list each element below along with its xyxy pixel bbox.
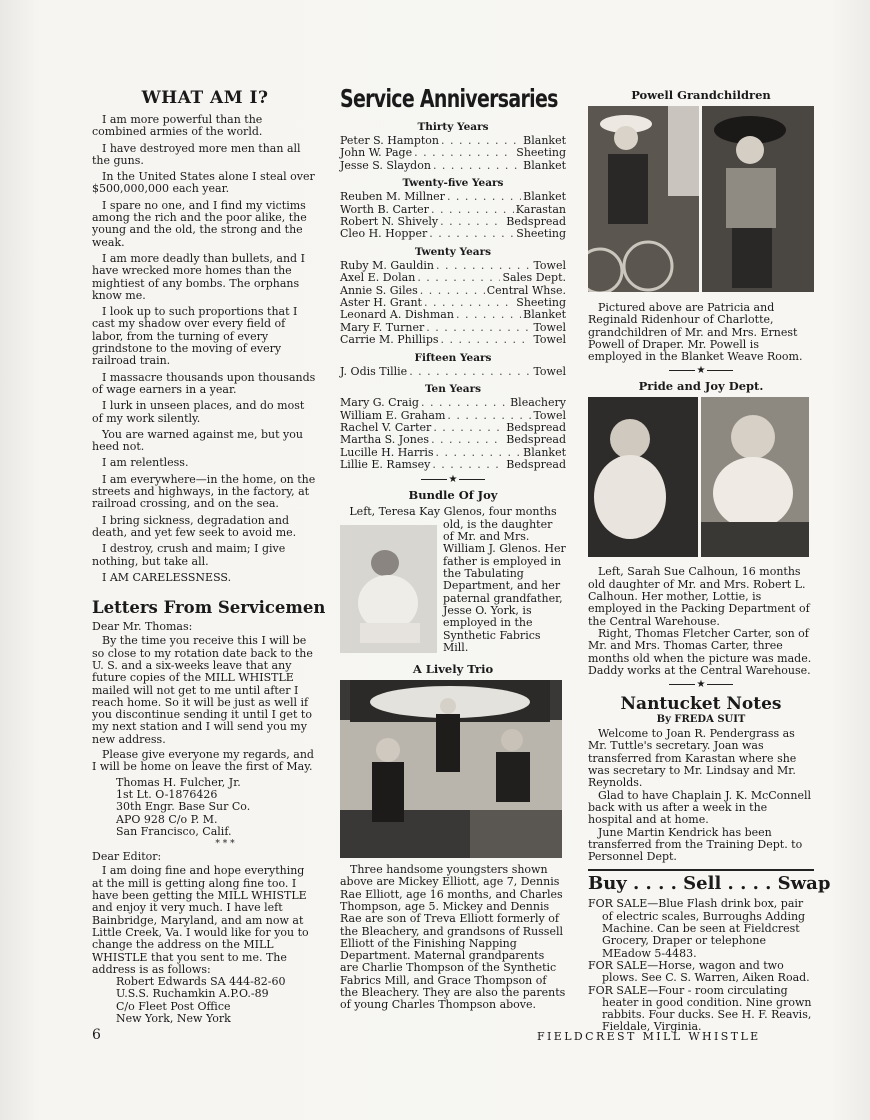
address-line: 1st Lt. O-1876426 xyxy=(116,787,218,801)
employee-department: Blanket xyxy=(523,445,566,459)
nantucket-byline: By FREDA SUIT xyxy=(656,714,746,726)
anniversary-row xyxy=(340,147,566,159)
trio-caption: Three handsome youngsters shown above are Mickey Elliott, age 7, Dennis Rae Elliott, age 16 months, and Charles Thompson, age 5. Mickey and Dennis Rae are son of Treva Elliott formerly of the Bleachery, and grandsons of Russell Elliott of the Finishing Napping Department. Maternal grandparents are Charlie Thompson of the Synthetic Fabrics Mill, and Grace Thompson of the Bleachery. They are also the parents of young Charles Thompson above. xyxy=(340,863,566,1012)
anniversary-row xyxy=(340,272,566,284)
what-am-i-paragraph: I spare no one, and I find my victims among the rich and the poor alike, the young and the old, the strong and the weak. xyxy=(92,198,307,249)
classified-ad: FOR SALE—Four - room circulating heater in good condition. Nine grown rabbits. Four ducks. See H. F. Reavis, Fieldale, Virginia. xyxy=(588,983,812,1034)
address-line: 30th Engr. Base Sur Co. xyxy=(116,800,251,814)
baby-photo-graphic xyxy=(340,525,437,653)
pride-para-1: Left, Sarah Sue Calhoun, 16 months old daughter of Mr. and Mrs. Robert L. Calhoun. Her mother, Lottie, is employed in the Packing Department of the Central Warehouse. xyxy=(588,565,810,628)
leader-dots xyxy=(441,135,521,147)
employee-name: Peter S. Hampton xyxy=(340,134,439,147)
employee-name: Reuben M. Millner xyxy=(340,190,445,204)
employee-department: Towel xyxy=(533,408,566,422)
what-am-i-paragraph: I am relentless. xyxy=(102,456,189,470)
divider-star: ★ xyxy=(340,475,566,485)
leader-dots xyxy=(420,285,485,297)
address-line: APO 928 C/o P. M. xyxy=(116,812,218,826)
employee-name: Aster H. Grant xyxy=(340,296,422,310)
employee-name: Mary G. Craig xyxy=(340,396,419,410)
letters-title: Letters From Servicemen xyxy=(92,598,326,618)
bundle-text: old, is the daughter of Mr. and Mrs. William J. Glenos. Her father is employed in the Tabulating Department, and her paternal grandfather, Jesse O. York, is employed in the Synthetic Fabrics Mill. xyxy=(443,517,566,654)
what-am-i-paragraph: You are warned against me, but you heed not. xyxy=(92,427,303,454)
powell-photo-girl xyxy=(588,106,699,292)
trio-photo-graphic xyxy=(340,680,562,858)
leader-dots xyxy=(414,147,514,159)
employee-department: Bedspread xyxy=(506,420,566,434)
leader-dots xyxy=(431,434,504,446)
what-am-i-paragraph: I am more deadly than bullets, and I have wrecked more homes than the mightiest of any bombs. The orphans know me. xyxy=(92,251,305,302)
powell-photos xyxy=(588,106,814,292)
column-right xyxy=(588,86,831,1034)
classified-ad: FOR SALE—Blue Flash drink box, pair of electric scales, Burroughs Adding Machine. Can be seen at Fieldcrest Grocery, Draper or telephone MEadow 5-4483. xyxy=(588,897,806,960)
anniversary-row xyxy=(340,160,566,172)
address-line: U.S.S. Ruchamkin A.P.O.-89 xyxy=(116,987,269,1001)
leader-dots xyxy=(429,228,514,240)
pride-title: Pride and Joy Dept. xyxy=(638,379,764,394)
employee-name: Lillie E. Ramsey xyxy=(340,458,431,472)
nantucket-paragraph: Welcome to Joan R. Pendergrass as Mr. Tuttle's secretary. Joan was transferred from Karastan where she was secretary to Mr. Lindsay and Mr. Reynolds. xyxy=(588,727,797,790)
powell-title: Powell Grandchildren xyxy=(631,88,771,102)
classified-ad: FOR SALE—Horse, wagon and two plows. See C. S. Warren, Aiken Road. xyxy=(588,958,810,985)
anniversary-group-heading: Ten Years xyxy=(424,383,482,396)
pride-photos xyxy=(588,397,814,557)
what-am-i-title: WHAT AM I? xyxy=(141,88,269,108)
trio-title: A Lively Trio xyxy=(412,662,494,677)
employee-name: Ruby M. Gauldin xyxy=(340,258,434,272)
what-am-i-body xyxy=(92,114,318,584)
letter-1-paragraph: By the time you receive this I will be so close to my rotation date back to the U. S. and a six-weeks leave that any future copies of the MILL WHISTLE mailed will not get to me until after I reach home. So it will be just as well if you discontinue sending it until I get to my next station and I will send you my new address. xyxy=(92,634,313,746)
leader-dots xyxy=(431,204,514,216)
pride-sarah-graphic xyxy=(588,397,698,557)
anniversary-row xyxy=(340,334,566,346)
employee-department: Sales Dept. xyxy=(502,271,566,285)
leader-dots xyxy=(441,334,532,346)
what-am-i-paragraph: I destroy, crush and maim; I give nothing, but take all. xyxy=(92,542,286,568)
powell-girl-graphic xyxy=(588,106,699,292)
anniversary-row xyxy=(340,397,566,409)
pride-para-2: Right, Thomas Fletcher Carter, son of Mr. and Mrs. Thomas Carter, three months old when the picture was made. Daddy works at the Central Warehouse. xyxy=(588,626,812,677)
anniversary-row xyxy=(340,459,566,471)
buy-sell-swap-items xyxy=(588,898,814,1033)
what-am-i-paragraph: I massacre thousands upon thousands of wage earners in a year. xyxy=(92,370,316,396)
nantucket-title: Nantucket Notes xyxy=(620,694,782,715)
employee-name: J. Odis Tillie xyxy=(340,364,408,378)
leader-dots xyxy=(440,216,504,228)
employee-name: Carrie M. Phillips xyxy=(340,333,439,347)
anniversaries-title: Service Anniversaries xyxy=(340,84,558,113)
pride-photo-thomas xyxy=(701,397,809,557)
trio-photo xyxy=(340,680,562,858)
employee-department: Blanket xyxy=(523,190,566,204)
employee-name: Axel E. Dolan xyxy=(340,271,416,285)
employee-department: Karastan xyxy=(515,202,566,216)
leader-dots xyxy=(456,309,521,321)
address-line: C/o Fleet Post Office xyxy=(116,999,231,1013)
employee-name: Leonard A. Dishman xyxy=(340,308,454,322)
column-left xyxy=(92,86,326,1025)
buy-sell-swap-title: Buy . . . . Sell . . . . Swap xyxy=(588,869,814,894)
anniversary-row xyxy=(340,366,566,378)
leader-dots xyxy=(432,459,504,471)
anniversary-group-heading: Thirty Years xyxy=(417,121,489,133)
powell-boy-graphic xyxy=(702,106,814,292)
employee-name: Rachel V. Carter xyxy=(340,420,432,434)
leader-dots xyxy=(409,366,531,378)
what-am-i-paragraph: I look up to such proportions that I cast my shadow over every field of labor, from the turning of every grindstone to the moving of every railroad train. xyxy=(92,305,298,368)
employee-name: Martha S. Jones xyxy=(340,433,430,447)
letters-body xyxy=(92,621,318,1025)
anniversary-row xyxy=(340,228,566,240)
what-am-i-paragraph: I have destroyed more men than all the guns. xyxy=(92,141,301,167)
leader-dots xyxy=(447,191,521,203)
separator-stars: * * * xyxy=(215,839,235,850)
pride-photo-sarah xyxy=(588,397,698,557)
employee-name: Robert N. Shively xyxy=(340,215,439,229)
employee-department: Bedspread xyxy=(506,458,566,472)
employee-department: Towel xyxy=(533,320,566,334)
employee-name: Jesse S. Slaydon xyxy=(340,158,431,172)
employee-department: Towel xyxy=(533,258,566,272)
employee-department: Blanket xyxy=(523,134,566,147)
nantucket-paragraph: June Martin Kendrick has been transferred from the Training Dept. to Personnel Dept. xyxy=(588,825,803,864)
address-line: San Francisco, Calif. xyxy=(116,824,232,838)
employee-department: Towel xyxy=(533,333,566,347)
anniversary-group-heading: Fifteen Years xyxy=(414,351,492,364)
divider-star-2: ★ xyxy=(588,366,814,376)
employee-department: Towel xyxy=(533,364,566,378)
employee-name: William E. Graham xyxy=(340,408,446,422)
anniversary-group-heading: Twenty Years xyxy=(414,245,492,258)
letter-2: I am doing fine and hope everything at the mill is getting along fine too. I have been getting the MILL WHISTLE and enjoy it very much. I have left Bainbridge, Maryland, and am now at Little Creek, Va. I would like for you to change the address on the MILL WHISTLE that you sent to me. The address is as follows: xyxy=(92,864,309,976)
leader-dots xyxy=(421,397,508,409)
address-line: New York, New York xyxy=(116,1012,231,1025)
what-am-i-paragraph: I AM CARELESSNESS. xyxy=(102,570,232,584)
pride-thomas-graphic xyxy=(701,397,809,557)
column-middle xyxy=(340,84,566,1012)
employee-department: Blanket xyxy=(523,308,566,322)
baby-photo-glenos xyxy=(340,525,437,653)
employee-department: Bedspread xyxy=(506,433,566,447)
bundle-title: Bundle Of Joy xyxy=(408,487,498,502)
employee-department: Blanket xyxy=(523,158,566,172)
anniversary-row xyxy=(340,191,566,203)
employee-name: Mary F. Turner xyxy=(340,320,425,334)
employee-department: Bedspread xyxy=(506,215,566,229)
employee-name: Lucille H. Harris xyxy=(340,445,434,459)
what-am-i-paragraph: I am everywhere—in the home, on the streets and highways, in the factory, at railroad crossing, and on the sea. xyxy=(92,472,316,511)
divider-star-3: ★ xyxy=(588,680,814,690)
bundle-lead: Left, Teresa Kay Glenos, four months xyxy=(349,504,557,518)
letter-1-paragraph: Please give everyone my regards, and I will be home on leave the first of May. xyxy=(92,748,314,774)
anniversaries-list xyxy=(340,121,566,472)
employee-name: Annie S. Giles xyxy=(340,283,418,297)
nantucket-paragraph: Glad to have Chaplain J. K. McConnell back with us after a week in the hospital and at home. xyxy=(588,788,812,827)
page-number: 6 xyxy=(92,1027,101,1043)
anniversary-row xyxy=(340,434,566,446)
leader-dots xyxy=(426,322,531,334)
address-line: Robert Edwards SA 444-82-60 xyxy=(116,975,286,989)
address-line: Thomas H. Fulcher, Jr. xyxy=(116,775,241,789)
employee-department: Sheeting xyxy=(516,296,566,310)
what-am-i-paragraph: I am more powerful than the combined armies of the world. xyxy=(92,113,263,139)
leader-dots xyxy=(433,422,504,434)
publication-title: FIELDCREST MILL WHISTLE xyxy=(537,1030,761,1043)
powell-photo-boy xyxy=(702,106,814,292)
powell-caption: Pictured above are Patricia and Reginald Ridenhour of Charlotte, grandchildren of Mr. and Mrs. Ernest Powell of Draper. Mr. Powell is employed in the Blanket Weave Room. xyxy=(588,301,803,364)
what-am-i-paragraph: I lurk in unseen places, and do most of my work silently. xyxy=(92,399,305,425)
employee-department: Bleachery xyxy=(510,396,566,410)
employee-name: Cleo H. Hopper xyxy=(340,227,428,241)
what-am-i-paragraph: In the United States alone I steal over $500,000,000 each year. xyxy=(92,170,315,196)
leader-dots xyxy=(433,160,521,172)
employee-name: John W. Page xyxy=(340,146,413,160)
employee-department: Sheeting xyxy=(516,146,566,160)
nantucket-body xyxy=(588,728,814,863)
what-am-i-paragraph: I bring sickness, degradation and death, and yet few seek to avoid me. xyxy=(92,513,297,539)
employee-department: Sheeting xyxy=(516,227,566,241)
employee-name: Worth B. Carter xyxy=(340,202,429,216)
leader-dots xyxy=(417,272,500,284)
salutation-1: Dear Mr. Thomas: xyxy=(92,620,193,634)
anniversary-group-heading: Twenty-five Years xyxy=(402,177,504,190)
salutation-2: Dear Editor: xyxy=(92,850,162,864)
anniversary-row xyxy=(340,309,566,321)
employee-department: Central Whse. xyxy=(486,283,566,297)
